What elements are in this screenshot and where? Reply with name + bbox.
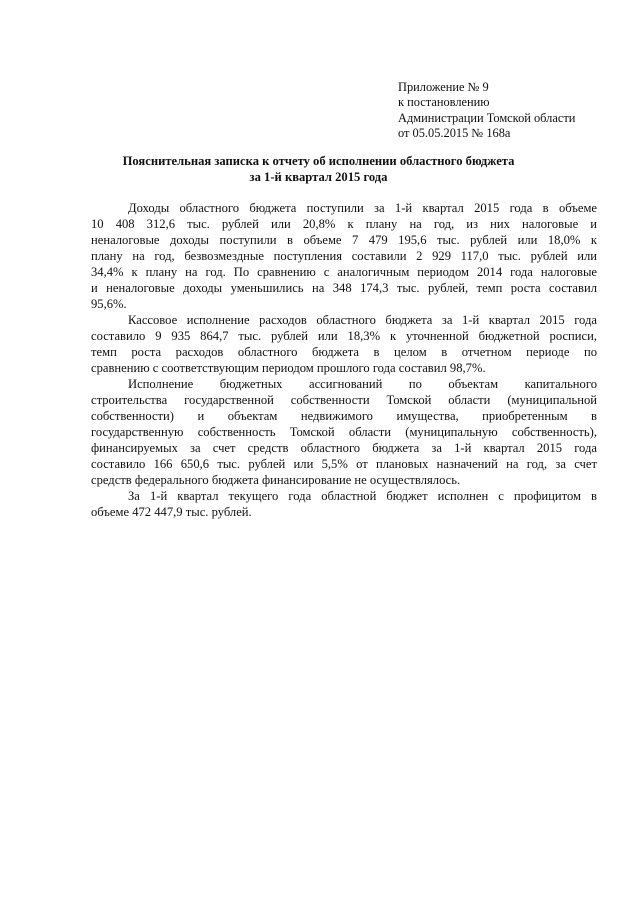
title-line-1: Пояснительная записка к отчету об исполнении областного бюджета bbox=[122, 154, 515, 168]
text-line: 95,6%. bbox=[91, 297, 127, 311]
paragraph-expenses bbox=[91, 312, 597, 376]
text-line: строительства государственной собственности Томской области (муниципальной bbox=[91, 393, 597, 407]
document-body bbox=[91, 200, 597, 520]
appendix-header bbox=[398, 80, 598, 141]
text-line: государственную собственность Томской области (муниципальную собственность), bbox=[91, 425, 597, 439]
appendix-authority: Администрации Томской области bbox=[398, 110, 576, 125]
document-title bbox=[96, 153, 541, 185]
text-line: средств федерального бюджета финансирование не осуществлялось. bbox=[91, 473, 461, 487]
text-line: и неналоговые доходы уменьшились на 348 174,3 тыс. рублей, темп роста составил bbox=[91, 281, 597, 295]
text-line: Доходы областного бюджета поступили за 1-й квартал 2015 года в объеме bbox=[128, 201, 597, 215]
text-line: 10 408 312,6 тыс. рублей или 20,8% к плану на год, из них налоговые и bbox=[91, 217, 597, 231]
appendix-date-number: от 05.05.2015 № 168а bbox=[398, 125, 511, 140]
text-line: собственности) и объектам недвижимого имущества, приобретенным в bbox=[91, 409, 597, 423]
paragraph-revenue bbox=[91, 200, 597, 312]
paragraph-capital-construction bbox=[91, 376, 597, 488]
text-line: финансируемых за счет средств областного бюджета за 1-й квартал 2015 года bbox=[91, 441, 597, 455]
text-line: составило 9 935 864,7 тыс. рублей или 18,3% к уточненной бюджетной росписи, bbox=[91, 329, 597, 343]
text-line: объеме 472 447,9 тыс. рублей. bbox=[91, 505, 252, 519]
paragraph-surplus bbox=[91, 488, 597, 520]
text-line: плану на год, безвозмездные поступления составили 2 929 117,0 тыс. рублей или bbox=[91, 249, 597, 263]
text-line: 34,4% к плану на год. По сравнению с аналогичным периодом 2014 года налоговые bbox=[91, 265, 597, 279]
text-line: неналоговые доходы поступили в объеме 7 479 195,6 тыс. рублей или 18,0% к bbox=[91, 233, 597, 247]
text-line: составило 166 650,6 тыс. рублей или 5,5% от плановых назначений на год, за счет bbox=[91, 457, 597, 471]
text-line: темп роста расходов областного бюджета в целом в отчетном периоде по bbox=[91, 345, 597, 359]
title-line-2: за 1-й квартал 2015 года bbox=[249, 170, 388, 184]
appendix-number: Приложение № 9 bbox=[398, 80, 489, 94]
text-line: За 1-й квартал текущего года областной бюджет исполнен с профицитом в bbox=[128, 489, 597, 503]
text-line: сравнению с соответствующим периодом прошлого года составил 98,7%. bbox=[91, 361, 486, 375]
appendix-resolution-ref: к постановлению bbox=[398, 95, 490, 110]
text-line: Кассовое исполнение расходов областного бюджета за 1-й квартал 2015 года bbox=[128, 313, 597, 327]
text-line: Исполнение бюджетных ассигнований по объектам капитального bbox=[128, 377, 597, 391]
